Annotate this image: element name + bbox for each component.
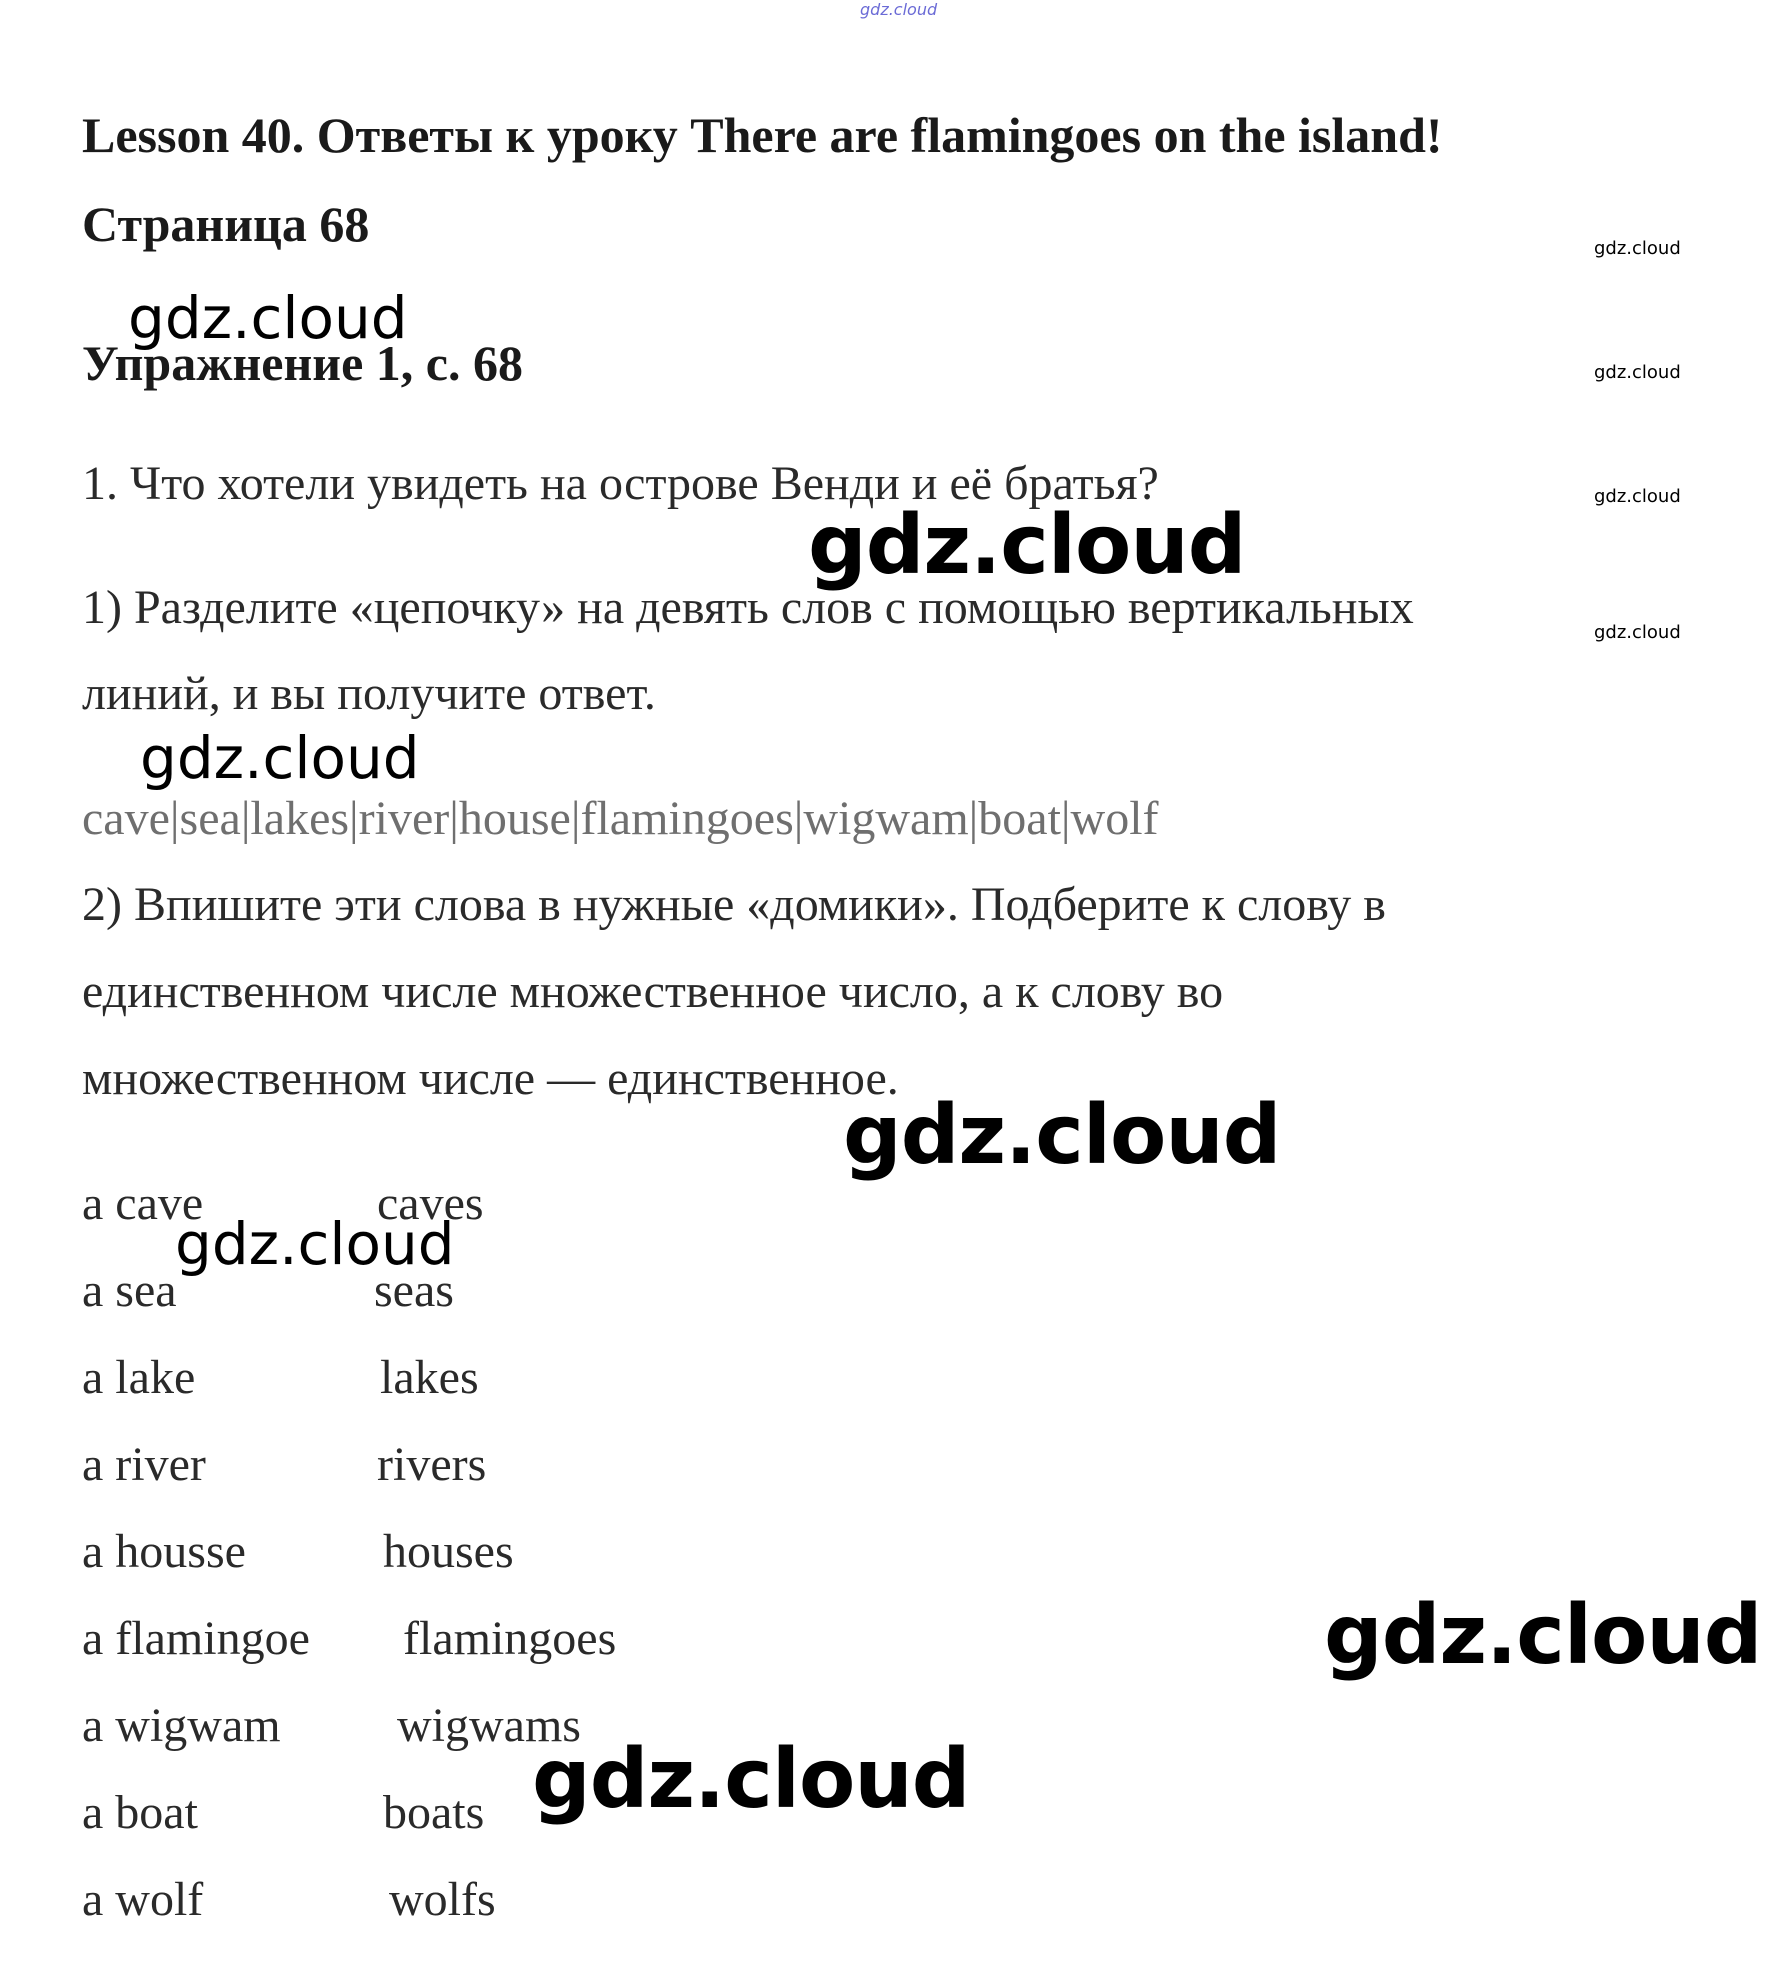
singular-word: a housse (82, 1525, 246, 1578)
singular-word: a cave (82, 1177, 204, 1230)
task2-line1: 2) Впишите эти слова в нужные «домики». Подберите к слову в (82, 878, 1386, 931)
page-label: Страница 68 (82, 196, 370, 252)
singular-word: a wolf (82, 1873, 204, 1926)
question: 1. Что хотели увидеть на острове Венди и её братья? (82, 457, 1159, 510)
plural-word: flamingoes (403, 1612, 617, 1665)
watermark-small: gdz.cloud (1594, 362, 1681, 383)
exercise-heading: Упражнение 1, с. 68 (82, 335, 523, 391)
plural-word: lakes (380, 1351, 479, 1404)
watermark-small: gdz.cloud (1594, 238, 1681, 259)
plural-word: wigwams (397, 1699, 581, 1752)
task2-line3: множественном числе — единственное. (82, 1052, 899, 1105)
watermark-medium: gdz.cloud (175, 1210, 455, 1278)
watermark-large: gdz.cloud (808, 498, 1246, 593)
task1-line1: 1) Разделите «цепочку» на девять слов с помощью вертикальных (82, 581, 1414, 634)
singular-word: a lake (82, 1351, 196, 1404)
task2-line2: единственном числе множественное число, а к слову во (82, 965, 1224, 1018)
word-chain: cave|sea|lakes|river|house|flamingoes|wigwam|boat|wolf (82, 792, 1159, 845)
singular-word: a river (82, 1438, 206, 1491)
plural-word: wolfs (389, 1873, 496, 1926)
watermark-large: gdz.cloud (532, 1732, 970, 1827)
plural-word: caves (377, 1177, 484, 1230)
watermark-top: gdz.cloud (860, 0, 938, 19)
watermark-small: gdz.cloud (1594, 622, 1681, 643)
singular-word: a wigwam (82, 1699, 281, 1752)
plural-word: boats (383, 1786, 485, 1839)
plural-word: seas (374, 1264, 454, 1317)
singular-word: a boat (82, 1786, 198, 1839)
singular-word: a flamingoe (82, 1612, 310, 1665)
watermark-large: gdz.cloud (1324, 1588, 1762, 1683)
watermark-medium: gdz.cloud (128, 284, 408, 352)
watermark-large: gdz.cloud (843, 1088, 1281, 1183)
watermark-small: gdz.cloud (1594, 486, 1681, 507)
watermark-medium: gdz.cloud (140, 724, 420, 792)
plural-word: houses (383, 1525, 514, 1578)
lesson-title: Lesson 40. Ответы к уроку There are flamingoes on the island! (82, 107, 1443, 163)
plural-word: rivers (377, 1438, 487, 1491)
singular-word: a sea (82, 1264, 177, 1317)
task1-line2: линий, и вы получите ответ. (82, 667, 656, 720)
